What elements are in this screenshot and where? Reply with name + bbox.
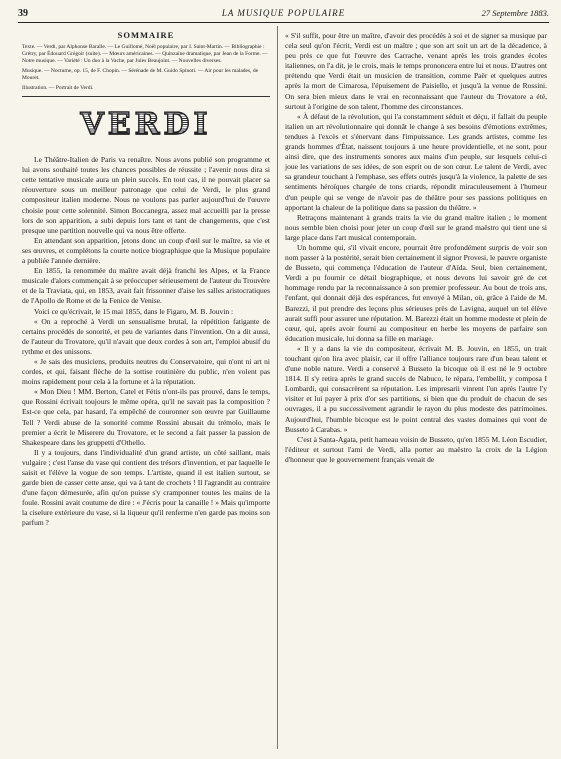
- sommaire-texte: Texte. — Verdi, par Alphonse Baralle. — Le Guillomé, Noël populaire, par I. Saint-Martin. — Bibliographie : Grétry, par Édouard Grégoir (suite). — Mœurs américaines. — Quinzaine dramatique, par Jean de la Forme. — Notre musique. — Variété : Un duo à la Vache, par Jules Beaujoint. — Nouvelles diverses.: [22, 44, 268, 65]
- right-paragraph: C'est à Santa-Agata, petit hameau voisin de Busseto, qu'en 1855 M. Léon Escudier, l'éditeur et surtout l'ami de Verdi, alla porter au maëstro la croix de la Légion d'honneur que le gouvernement français venait de: [285, 434, 547, 464]
- left-paragraph: En attendant son apparition, jetons donc un coup d'œil sur le maître, sa vie et ses œuvres, et complétons la courte notice biographique que la Musique populaire a publiée l'année dernière.: [22, 235, 270, 266]
- right-column: [285, 31, 547, 465]
- right-paragraph: « Il y a dans la vie du compositeur, écrivait M. B. Jouvin, en 1855, un trait touchant qu'on lira avec plaisir, car il offre l'alliance toujours rare d'un beau talent et d'une noble nature. Verdi a conservé à Busseto la bicoque où il est né le 9 octobre 1814. Il s'y retira après le grand succès de Nabuco, le répara, l'embellit, y composa I Lombardi, qui consacrèrent sa réputation. Les impresarii vinrent l'un après l'autre l'y visiter et lui payer à prix d'or ses partitions, si bien que du produit de chacun de ses ouvrages, il a pu successivement agrandir le rayon du plus modeste des patrimoines. Aujourd'hui, l'humble bicoque est le point central des vastes domaines qui vont de Busseto à Carabas. »: [285, 343, 547, 434]
- column-divider: [277, 26, 278, 749]
- article-title: [22, 109, 270, 141]
- article-title-text: VERDI: [80, 107, 212, 143]
- issue-date: 27 Septembre 1883.: [481, 8, 549, 18]
- left-paragraph: « On a reproché à Verdi un sensualisme brutal, la répétition fatigante de certains procédés de sonorité, et peu de variantes dans l'invention. On a dit aussi, de l'auteur du Trovatore, qu'il n'avait que deux cordes à son art, l'emploi abusif du rythme et des unissons.: [22, 316, 270, 356]
- sommaire-illustration: Illustration. — Portrait de Verdi.: [22, 85, 94, 92]
- journal-title: LA MUSIQUE POPULAIRE: [221, 8, 346, 18]
- left-paragraph: « Mon Dieu ! MM. Berton, Catel et Fétis n'ont-ils pas prouvé, dans le temps, que Rossini écrivait toujours le même opéra, qu'il ne savait pas la composition ? Est-ce que cela, par hasard, l'a empêché de couronner son œuvre par Guillaume Tell ? Verdi abuse de la sonorité comme Rossini abusait du trémolo, mais le premier a écrit le Miserere du Trovatore, et le second a fait passer la passion de Shakespeare dans les gruppetti d'Othello.: [22, 387, 270, 447]
- left-paragraph: Le Théâtre-Italien de Paris va renaître. Nous avons publié son programme et lui avons souhaité toutes les chances possibles de réussite ; l'avenir nous dira si cette tentative musicale aura un plein succès. En tout cas, il ne pouvait placer sa réouverture sous un meilleur patronage que celui de Verdi, le plus grand compositeur italien moderne. Nous ne voulons pas parler aujourd'hui de l'œuvre choisie pour cette solennité. Simon Boccanegra, assez mal accueilli par la presse lors de son apparition, a subi depuis lors tant et tant de changements, que c'est presque une partition nouvelle qui va nous être offerte.: [22, 155, 270, 235]
- left-paragraph: « Je sais des musiciens, produits neutres du Conservatoire, qui n'ont ni art ni cordes, et qui, faisant flèche de la sottise routinière du public, n'en volent pas moins rapidement pour cela à la fortune et à la réputation.: [22, 356, 270, 387]
- right-paragraph: Un homme qui, s'il vivait encore, pourrait être profondément surpris de voir son nom passer à la postérité, serait bien certainement il signor Provesi, le pauvre organiste de Busseto, qui commença l'éducation de l'auteur d'Aïda. Seul, bien certainement, Verdi a pu fournir ce détail biographique, et nous devons lui savoir gré de cet hommage rendu par la reconnaissance à son premier professeur. Au bout de trois ans, l'enfant, qui donnait déjà des espérances, fut envoyé à Milan, où, grâce à l'aide de M. Barezzi, il put prendre des leçons plus sérieuses près de Lavigna, auquel un tel élève aurait suffi pour assurer une réputation. M. Barezzi était un homme modeste et plein de cœur, qui, après avoir fourni au compositeur en herbe les moyens de parfaire son éducation musicale, lui donna sa fille en mariage.: [285, 242, 547, 343]
- sommaire-title: SOMMAIRE: [117, 30, 175, 40]
- page-number: 39: [18, 8, 28, 19]
- header-rule: [18, 22, 549, 23]
- left-paragraph: Voici ce qu'écrivait, le 15 mai 1855, dans le Figaro, M. B. Jouvin :: [34, 306, 234, 316]
- sommaire-rule: [22, 96, 270, 97]
- left-column: [22, 28, 270, 529]
- right-paragraph: « S'il suffit, pour être un maître, d'avoir des procédés à soi et de signer sa musique par cela seul qu'on l'écrit, Verdi est un maître ; que son art soit un art de la décadence, à peu près ce que fut l'œuvre des Carrache, venant après les trois grandes écoles italiennes, on l'a dit, je le crois, mais le temps prononcera entre lui et nous. D'autres ont prétendu que Verdi était un musicien de transition, comme Paër et quelques autres après la mort de Cimarosa, l'épuisement de Paisiello, et jusqu'à la venue de Rossini. On sera bien mieux dans le vrai en reconnaissant que l'auteur du Trovatore a été, surtout à l'origine de son talent, l'homme des circonstances.: [285, 31, 547, 111]
- right-paragraph: Retraçons maintenant à grands traits la vie du grand maître italien ; le moment nous semble bien choisi pour jeter un coup d'œil sur le grand maëstro qui tient une si large place dans l'art musical contemporain.: [285, 212, 547, 242]
- left-paragraph: En 1855, la renommée du maître avait déjà franchi les Alpes, et la France musicale d'alors commençait à se préoccuper sérieusement de l'auteur du Trouvère et de la Traviata, qui, en 1853, avait fait frissonner d'aise les salles aristocratiques de l'Apollo de Rome et de la Fenice de Venise.: [22, 266, 270, 306]
- left-paragraph: Il y a toujours, dans l'individualité d'un grand artiste, un côté saillant, mais vulgaire ; c'est l'anse du vase qui contient des trésors d'invention, et par laquelle le saisit et l'élève la vogue de son temps. L'artiste, quand il est italien surtout, se garde bien de casser cette anse, qui va à tant de crochets ! Il l'agrandit au contraire d'une façon démesurée, afin qu'on puisse s'y cramponner toutes les mains de la foule. Rossini avait coutume de dire : « J'écris pour la canaille ! » Mais qu'importe la ciselure extérieure du vase, si la liqueur qu'il renferme n'en garde pas moins son parfum ?: [22, 447, 270, 528]
- right-paragraph: « À défaut de la révolution, qui l'a constamment séduit et déçu, il fallait du peuple italien un art révolutionnaire qui donnât le change à ses besoins d'émotions extrêmes, tendues à l'excès et s'énervant dans l'impuissance. Les grands artistes, comme les grands hommes d'État, naissent toujours à une heure providentielle, et ne sont, pour ainsi dire, que des instruments sonores aux mains d'un peuple, sur lesquels celui-ci joue les variations de ses idées, de son esprit ou de son cœur. Le talent de Verdi, avec sa grandeur touchant à l'emphase, ses effets outrés jusqu'à la violence, la palette de ses sentiments héroïques chargée de tons criards, répondit miraculeusement à l'humeur d'un peuple qui se venge de n'avoir pas de théâtre pour ses passions politiques en apportant la chaleur de la politique dans sa passion du théâtre. »: [285, 111, 547, 212]
- sommaire-musique: Musique. — Nocturne, op. 15, de F. Chopin. — Sérénade de M. Guido Spinoti. — Air pour les malades, de Mouret.: [22, 68, 259, 82]
- page-header: [18, 8, 549, 22]
